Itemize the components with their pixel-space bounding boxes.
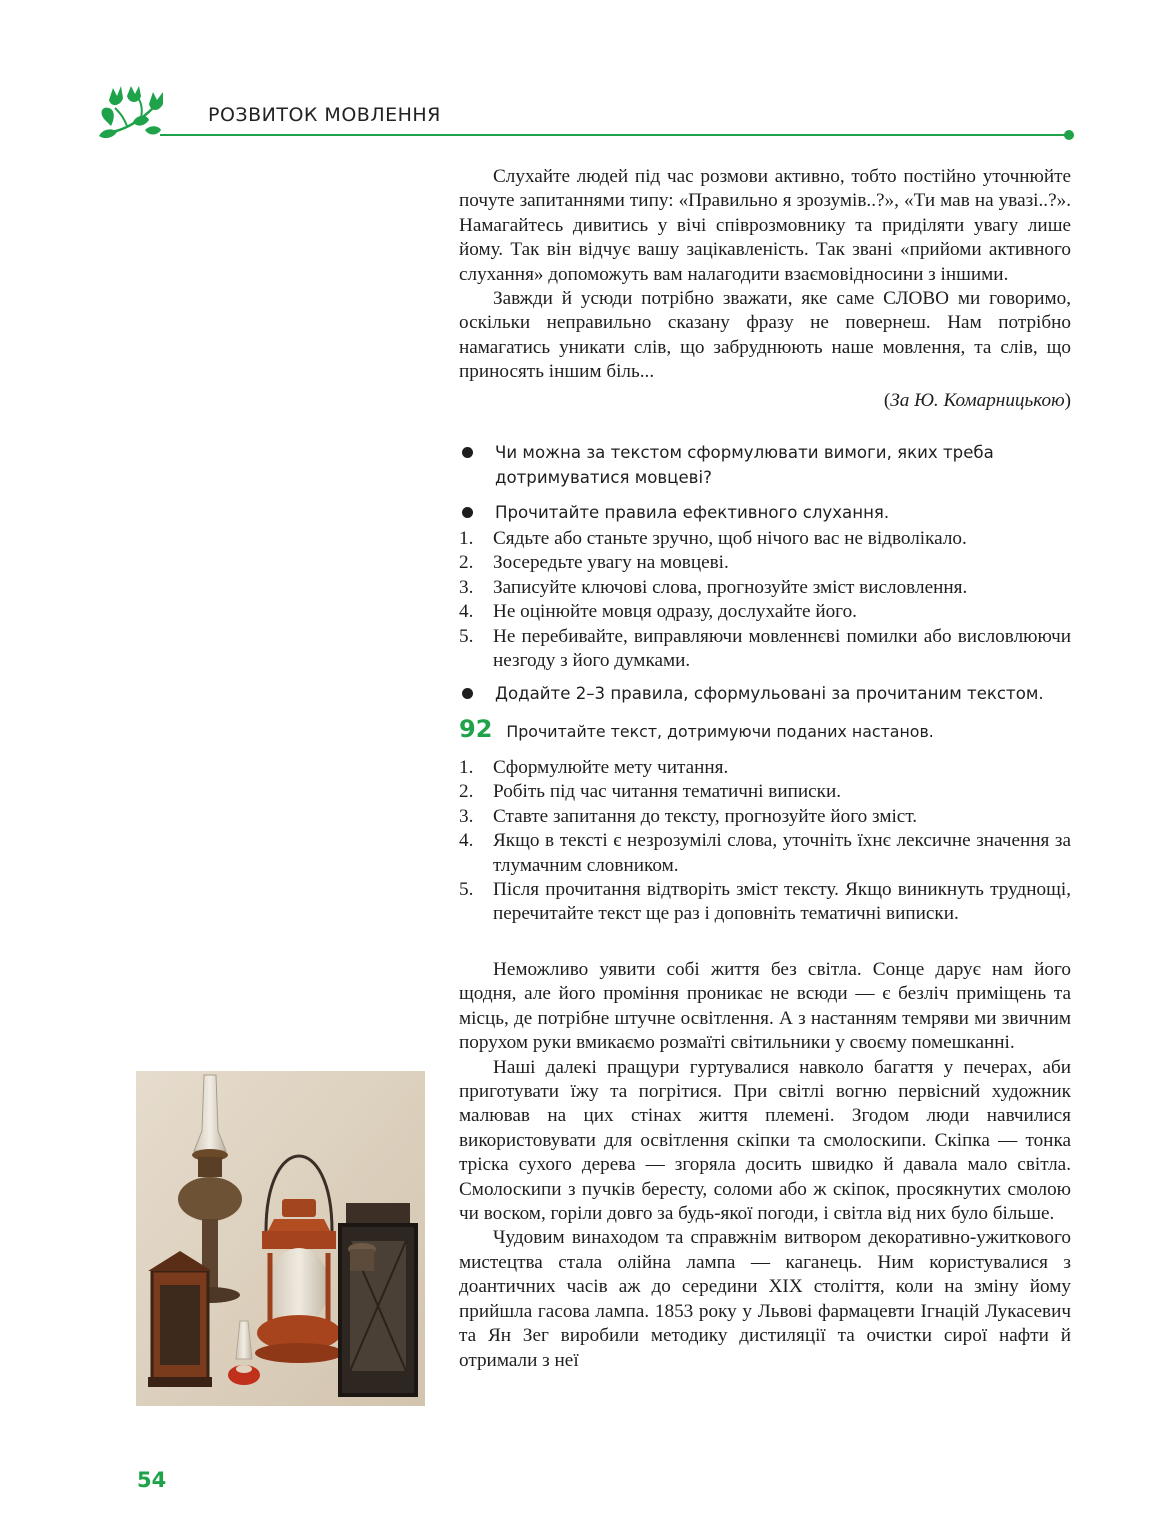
list-item-number: 2. [459, 781, 474, 803]
list-item-text: Зосередьте увагу на мовцеві. [493, 552, 729, 574]
listening-rule-3 [459, 576, 1071, 600]
task-number: 92 [459, 715, 493, 743]
header-divider [160, 134, 1069, 136]
list-item-number: 1. [459, 757, 474, 778]
list-item-text: Робіть під час читання тематичні виписки. [493, 781, 842, 803]
listening-rule-2 [459, 551, 1071, 575]
bullet-text: Додайте 2–3 правила, сформульовані за прочитаним текстом. [495, 684, 1044, 704]
list-item-text: Записуйте ключові слова, прогнозуйте зміст висловлення. [493, 576, 968, 598]
bullet-icon [462, 447, 473, 458]
intro-paragraph-1: Слухайте людей під час розмови активно, тобто постійно уточнюйте почуте запитаннями типу: «Правильно я зрозумів..?», «Ти мав на увазі..?». Намагайтесь дивитись у вічі співрозмовнику та приділяти увагу лише йому. Так він відчує вашу зацікавленість. Так звані «прийоми активного слухання» допоможуть вам налагодити взаємовідносини з іншими. [459, 166, 1071, 285]
listening-rule-1 [459, 527, 1071, 551]
header-divider-dot [1064, 130, 1074, 140]
page-number: 54 [137, 1468, 167, 1492]
list-item-number: 5. [459, 625, 474, 647]
intro-block [459, 165, 1071, 413]
listening-rule-5 [459, 625, 1071, 674]
section-title: РОЗВИТОК МОВЛЕННЯ [208, 104, 441, 126]
list-item-number: 2. [459, 552, 474, 574]
list-item-number: 4. [459, 601, 474, 623]
reading-rules-list [459, 756, 1071, 927]
bullet-question-1 [459, 440, 1071, 490]
source-citation: (За Ю. Комарницькою) [883, 389, 1071, 411]
list-item-text: Якщо в тексті є незрозумілі слова, уточніть їхнє лексичне значення за тлумачним словником. [493, 830, 1071, 876]
intro-paragraph-2: Завжди й усюди потрібно зважати, яке саме СЛОВО ми говоримо, оскільки неправильно сказану фразу не повернеш. Нам потрібно намагатись уникати слів, що забруднюють наше мовлення, та слів, що приносять іншим біль... [459, 288, 1071, 383]
list-item-text: Не перебивайте, виправляючи мовленнєві помилки або висловлюючи незгоду з його думками. [493, 625, 1071, 672]
main-text [459, 958, 1071, 1373]
bullet-question-2 [459, 500, 1071, 525]
list-item-text: Не оцінюйте мовця одразу, дослухайте його. [493, 601, 857, 623]
listening-rules-list [459, 527, 1071, 673]
list-item-text: Після прочитання відтворіть зміст тексту. Якщо виникнуть труднощі, перечитайте текст ще раз і доповніть тематичні виписки. [493, 879, 1071, 925]
reading-rule-3 [459, 805, 1071, 829]
list-item-text: Сформулюйте мету читання. [493, 757, 729, 778]
reading-rule-1 [459, 756, 1071, 780]
antique-lamps-photo [136, 1071, 425, 1406]
bullet-text: Прочитайте правила ефективного слухання. [495, 503, 890, 522]
reading-rule-2 [459, 780, 1071, 804]
bullet-icon [462, 507, 473, 518]
reading-rules-block [459, 756, 1071, 927]
questions-block [459, 440, 1071, 706]
list-item-text: Ставте запитання до тексту, прогнозуйте його зміст. [493, 805, 918, 827]
task-instruction: Прочитайте текст, дотримуючи поданих настанов. [506, 722, 934, 741]
text-paragraph-3: Чудовим винаходом та справжнім витвором декоративно-ужиткового мистецтва стала олійна лампа — каганець. Ним користувалися з доантичних часів аж до середини XIX століття, коли на зміну йому прийшла гасова лампа. 1853 року у Львові фармацевти Ігнацій Лукасевич та Ян Зег виробили методику дистиляції та очистки сирої нафти й отримали з неї [459, 1227, 1071, 1371]
bullet-text: Чи можна за текстом сформулювати вимоги, яких треба дотримуватися мовцеві? [495, 443, 994, 487]
text-paragraph-2: Наші далекі пращури гуртувалися навколо багаття у печерах, аби приготувати їжу та погрітися. При світлі вогню первісний художник малював на цих стінах життя племені. Згодом люди навчилися використовувати для освітлення скіпки та смолоскипи. Скіпка — тонка тріска сухого дерева — згоряла досить швидко й давала мало світла. Смолоскипи з пучків бересту, соломи або ж скіпок, просякнутих смолою чи воском, горіли довго за будь-якої погоди, і світла від них було більше. [459, 1056, 1071, 1225]
list-item-text: Сядьте або станьте зручно, щоб нічого вас не відволікало. [493, 528, 967, 549]
bullet-icon [462, 688, 473, 699]
source-author: За Ю. Комарницькою [890, 389, 1065, 411]
listening-rule-4 [459, 600, 1071, 624]
flower-logo-icon [97, 86, 169, 144]
task-header [459, 715, 1071, 743]
list-item-number: 3. [459, 805, 474, 827]
text-paragraph-1: Неможливо уявити собі життя без світла. Сонце дарує нам його щодня, але його проміння проникає не всюди — є безліч приміщень та місць, де потрібне штучне освітлення. А з настанням темряви ми звичним порухом руки вмикаємо розмаїті світильники у своєму помешканні. [459, 959, 1071, 1054]
list-item-number: 1. [459, 528, 474, 549]
bullet-question-3 [459, 681, 1071, 706]
list-item-number: 3. [459, 576, 474, 598]
reading-rule-5 [459, 878, 1071, 927]
list-item-number: 4. [459, 830, 474, 852]
list-item-number: 5. [459, 879, 474, 901]
reading-rule-4 [459, 829, 1071, 878]
